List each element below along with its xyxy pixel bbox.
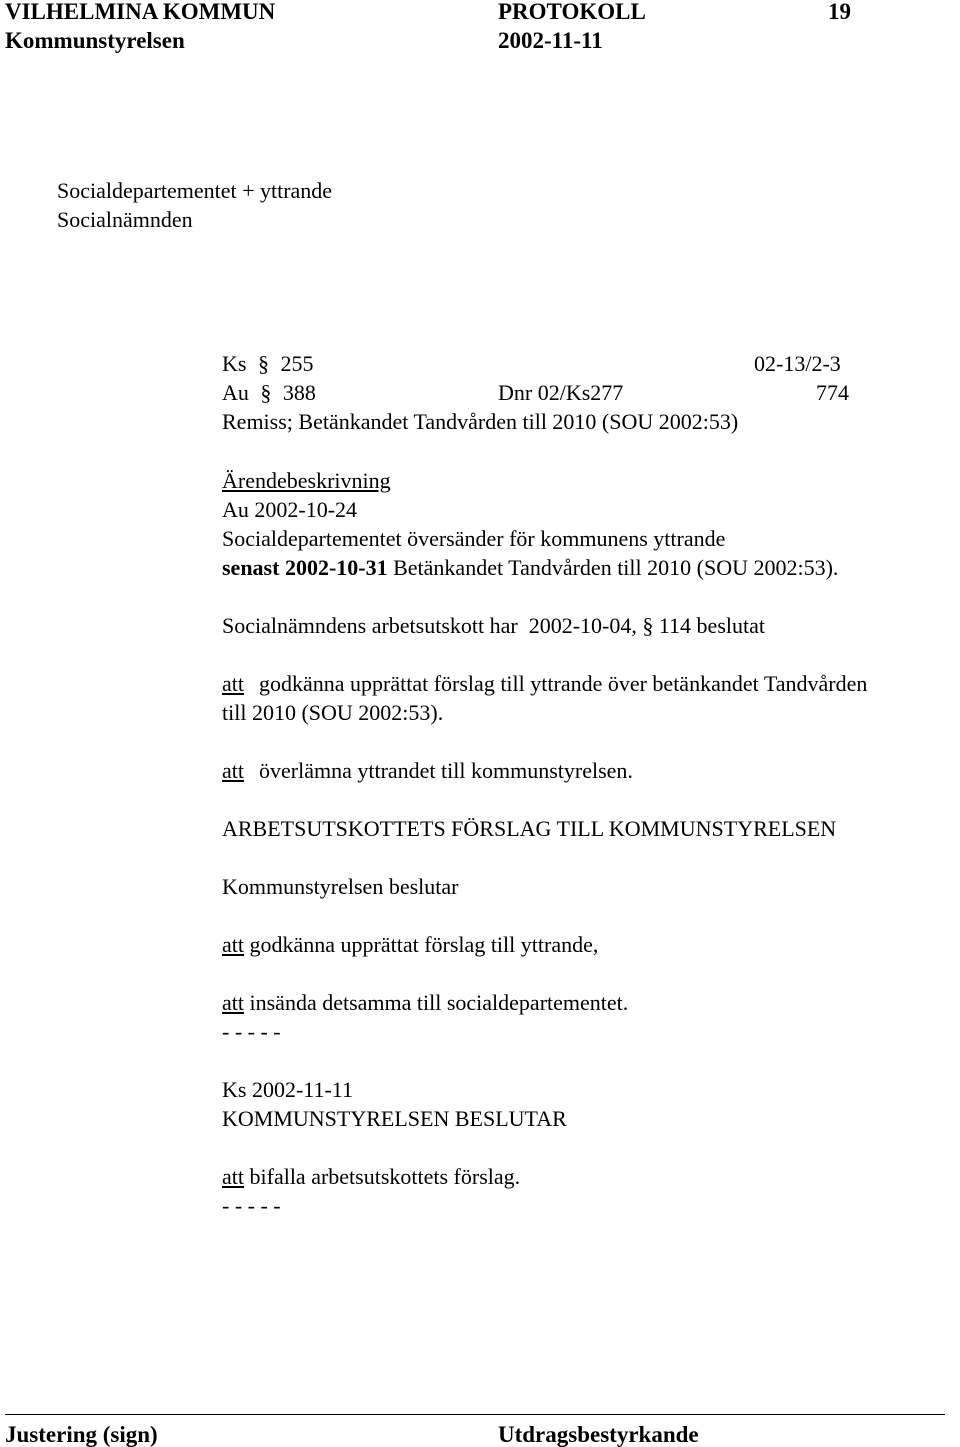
header-doc-type: PROTOKOLL — [498, 0, 646, 24]
header-page-number: 19 — [828, 0, 851, 24]
case-ks — [222, 353, 313, 375]
description-deadline: senast 2002-10-31 — [222, 555, 388, 580]
committee-att1-line2: till 2010 (SOU 2002:53). — [222, 700, 444, 725]
description-au-date: Au 2002-10-24 — [222, 497, 358, 522]
case-dnr: Dnr 02/Ks277 — [498, 380, 624, 405]
recipient-line: Socialdepartementet + yttrande — [57, 178, 333, 203]
case-ks-number: 255 — [280, 351, 314, 376]
header-date: 2002-11-11 — [498, 28, 603, 53]
committee-att2: överlämna yttrandet till kommunstyrelsen. — [259, 758, 633, 783]
description-line1: Socialdepartementet översänder för kommunens yttrande — [222, 526, 726, 551]
description-line2 — [222, 557, 838, 579]
header-body: Kommunstyrelsen — [5, 28, 185, 53]
decision-heading: KOMMUNSTYRELSEN BESLUTAR — [222, 1106, 567, 1131]
committee-intro — [222, 615, 765, 637]
case-au-number: 388 — [282, 380, 316, 405]
att-keyword: att — [222, 990, 244, 1015]
proposal-att2-text: insända detsamma till socialdepartementet. — [244, 990, 629, 1015]
att-keyword: att — [222, 671, 244, 696]
header-municipality: VILHELMINA KOMMUN — [5, 0, 276, 24]
proposal-att2 — [222, 992, 628, 1014]
recipient-line: Socialnämnden — [57, 207, 193, 232]
att-keyword: att — [222, 932, 244, 957]
case-au — [222, 382, 316, 404]
proposal-att1 — [222, 934, 598, 956]
separator: - - - - - — [222, 1193, 281, 1218]
case-dnr-number: 774 — [816, 380, 849, 405]
att-keyword: att — [222, 1164, 244, 1189]
decision-att-text: bifalla arbetsutskottets förslag. — [244, 1164, 521, 1189]
separator: - - - - - — [222, 1019, 281, 1044]
section-symbol: § — [260, 380, 272, 405]
proposal-att1-text: godkänna upprättat förslag till yttrande, — [244, 932, 599, 957]
description-line2-rest: Betänkandet Tandvården till 2010 (SOU 2002:53). — [387, 555, 839, 580]
decision-ks-date: Ks 2002-11-11 — [222, 1077, 353, 1102]
footer-justering: Justering (sign) — [5, 1422, 158, 1447]
committee-att1-line1: godkänna upprättat förslag till yttrande över betänkandet Tandvården — [259, 671, 868, 696]
committee-intro-a: Socialnämndens arbetsutskott har 2002-10-04, — [222, 613, 643, 638]
case-au-label: Au — [222, 380, 249, 405]
section-symbol: § — [257, 351, 269, 376]
att-keyword: att — [222, 758, 244, 783]
footer-utdragsbestyrkande: Utdragsbestyrkande — [498, 1422, 699, 1447]
committee-intro-b: 114 beslutat — [653, 613, 765, 638]
description-heading: Ärendebeskrivning — [222, 468, 391, 493]
case-ks-label: Ks — [222, 351, 247, 376]
section-symbol: § — [642, 613, 654, 638]
signature-rule — [5, 1414, 945, 1415]
proposal-heading: ARBETSUTSKOTTETS FÖRSLAG TILL KOMMUNSTYRELSEN — [222, 816, 837, 841]
case-ks-ref: 02-13/2-3 — [754, 351, 841, 376]
proposal-decides: Kommunstyrelsen beslutar — [222, 874, 459, 899]
case-title: Remiss; Betänkandet Tandvården till 2010 (SOU 2002:53) — [222, 409, 739, 434]
decision-att — [222, 1166, 520, 1188]
